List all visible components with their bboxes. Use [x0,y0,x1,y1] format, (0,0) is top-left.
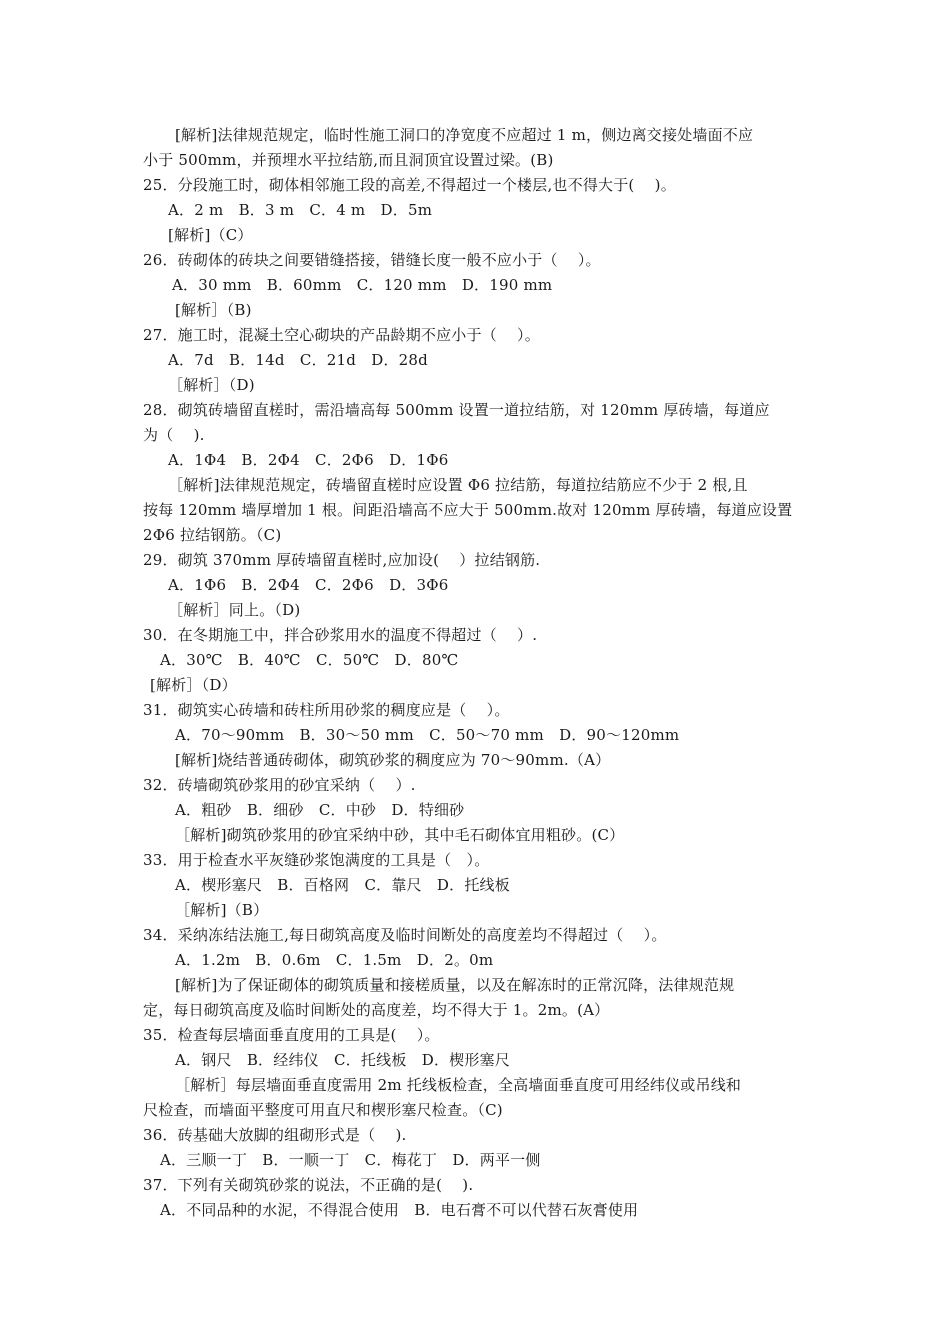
analysis-26: [解析］（B) [175,301,252,319]
analysis-33: ［解析]（B） [175,901,269,919]
question-34: 34．采纳冻结法施工,每日砌筑高度及临时间断处的高度差均不得超过（ ）。 [143,926,667,944]
question-27: 27．施工时，混凝土空心砌块的产品龄期不应小于（ ）。 [143,326,540,344]
analysis-31: [解析]烧结普通砖砌体，砌筑砂浆的稠度应为 70～90mm.（A） [175,751,611,769]
question-32: 32．砖墙砌筑砂浆用的砂宜采纳（ ）. [143,776,416,794]
analysis-32: ［解析]砌筑砂浆用的砂宜采纳中砂，其中毛石砌体宜用粗砂。(C） [175,826,625,844]
options-36: A．三顺一丁 B．一顺一丁 C．梅花丁 D．两平一侧 [160,1151,541,1169]
analysis-34-cont: 定，每日砌筑高度及临时间断处的高度差，均不得大于 1。2m。(A） [143,1001,610,1019]
analysis-35: ［解析］每层墙面垂直度需用 2m 托线板检查，全高墙面垂直度可用经纬仪或吊线和 [175,1076,742,1094]
question-36: 36．砖基础大放脚的组砌形式是（ ). [143,1126,407,1144]
options-37: A．不同品种的水泥，不得混合使用 B．电石膏不可以代替石灰膏使用 [160,1201,639,1219]
analysis-34: [解析]为了保证砌体的砌筑质量和接槎质量，以及在解冻时的正常沉降，法律规范规 [175,976,735,994]
analysis-35-cont: 尺检查，而墙面平整度可用直尺和楔形塞尺检查。（C) [143,1101,503,1119]
question-35: 35．检查每层墙面垂直度用的工具是( ）。 [143,1026,440,1044]
question-28: 28．砌筑砖墙留直槎时，需沿墙高每 500mm 设置一道拉结筋，对 120mm 厚砖墙，每道应 [143,401,770,419]
options-32: A．粗砂 B．细砂 C．中砂 D．特细砂 [175,801,465,819]
question-37: 37．下列有关砌筑砂浆的说法，不正确的是( ). [143,1176,474,1194]
options-34: A．1.2m B．0.6m C．1.5m D．2。0m [175,951,494,969]
text-line: [解析]法律规范规定，临时性施工洞口的净宽度不应超过 1 m，侧边离交接处墙面不应 [175,126,754,144]
options-33: A．楔形塞尺 B．百格网 C．靠尺 D．托线板 [175,876,510,894]
analysis-28-end: 2Φ6 拉结钢筋。（C) [143,526,282,544]
options-35: A．钢尺 B．经纬仪 C．托线板 D．楔形塞尺 [175,1051,510,1069]
question-28-cont: 为（ ). [143,426,205,444]
question-25: 25．分段施工时，砌体相邻施工段的高差,不得超过一个楼层,也不得大于( )。 [143,176,676,194]
question-30: 30．在冬期施工中，拌合砂浆用水的温度不得超过（ ）. [143,626,538,644]
question-29: 29．砌筑 370mm 厚砖墙留直槎时,应加设( ）拉结钢筋. [143,551,541,569]
question-31: 31．砌筑实心砖墙和砖柱所用砂浆的稠度应是（ ）。 [143,701,510,719]
analysis-29: ［解析］同上。（D) [168,601,301,619]
analysis-28-cont: 按每 120mm 墙厚增加 1 根。间距沿墙高不应大于 500mm.故对 120mm 厚砖墙，每道应设置 [143,501,793,519]
text-line: 小于 500mm，并预埋水平拉结筋,而且洞顶宜设置过梁。(B) [143,151,554,169]
options-29: A．1Φ6 B．2Φ4 C．2Φ6 D．3Φ6 [168,576,449,594]
question-26: 26．砖砌体的砖块之间要错缝搭接，错缝长度一般不应小于（ ）。 [143,251,601,269]
question-33: 33．用于检查水平灰缝砂浆饱满度的工具是（ ）。 [143,851,490,869]
analysis-27: ［解析］（D) [168,376,255,394]
options-30: A．30℃ B．40℃ C．50℃ D．80℃ [160,651,459,669]
options-28: A．1Φ4 B．2Φ4 C．2Φ6 D．1Φ6 [168,451,449,469]
analysis-25: [解析]（C） [168,226,253,244]
options-25: A．2 m B．3 m C．4 m D．5m [168,201,433,219]
analysis-28: ［解析]法律规范规定，砖墙留直槎时应设置 Φ6 拉结筋，每道拉结筋应不少于 2 根,且 [168,476,748,494]
analysis-30: [解析］（D） [150,676,237,694]
options-31: A．70～90mm B．30～50 mm C．50～70 mm D．90～120mm [175,726,680,744]
options-27: A．7d B．14d C．21d D．28d [168,351,428,369]
options-26: A．30 mm B．60mm C．120 mm D．190 mm [172,276,553,294]
